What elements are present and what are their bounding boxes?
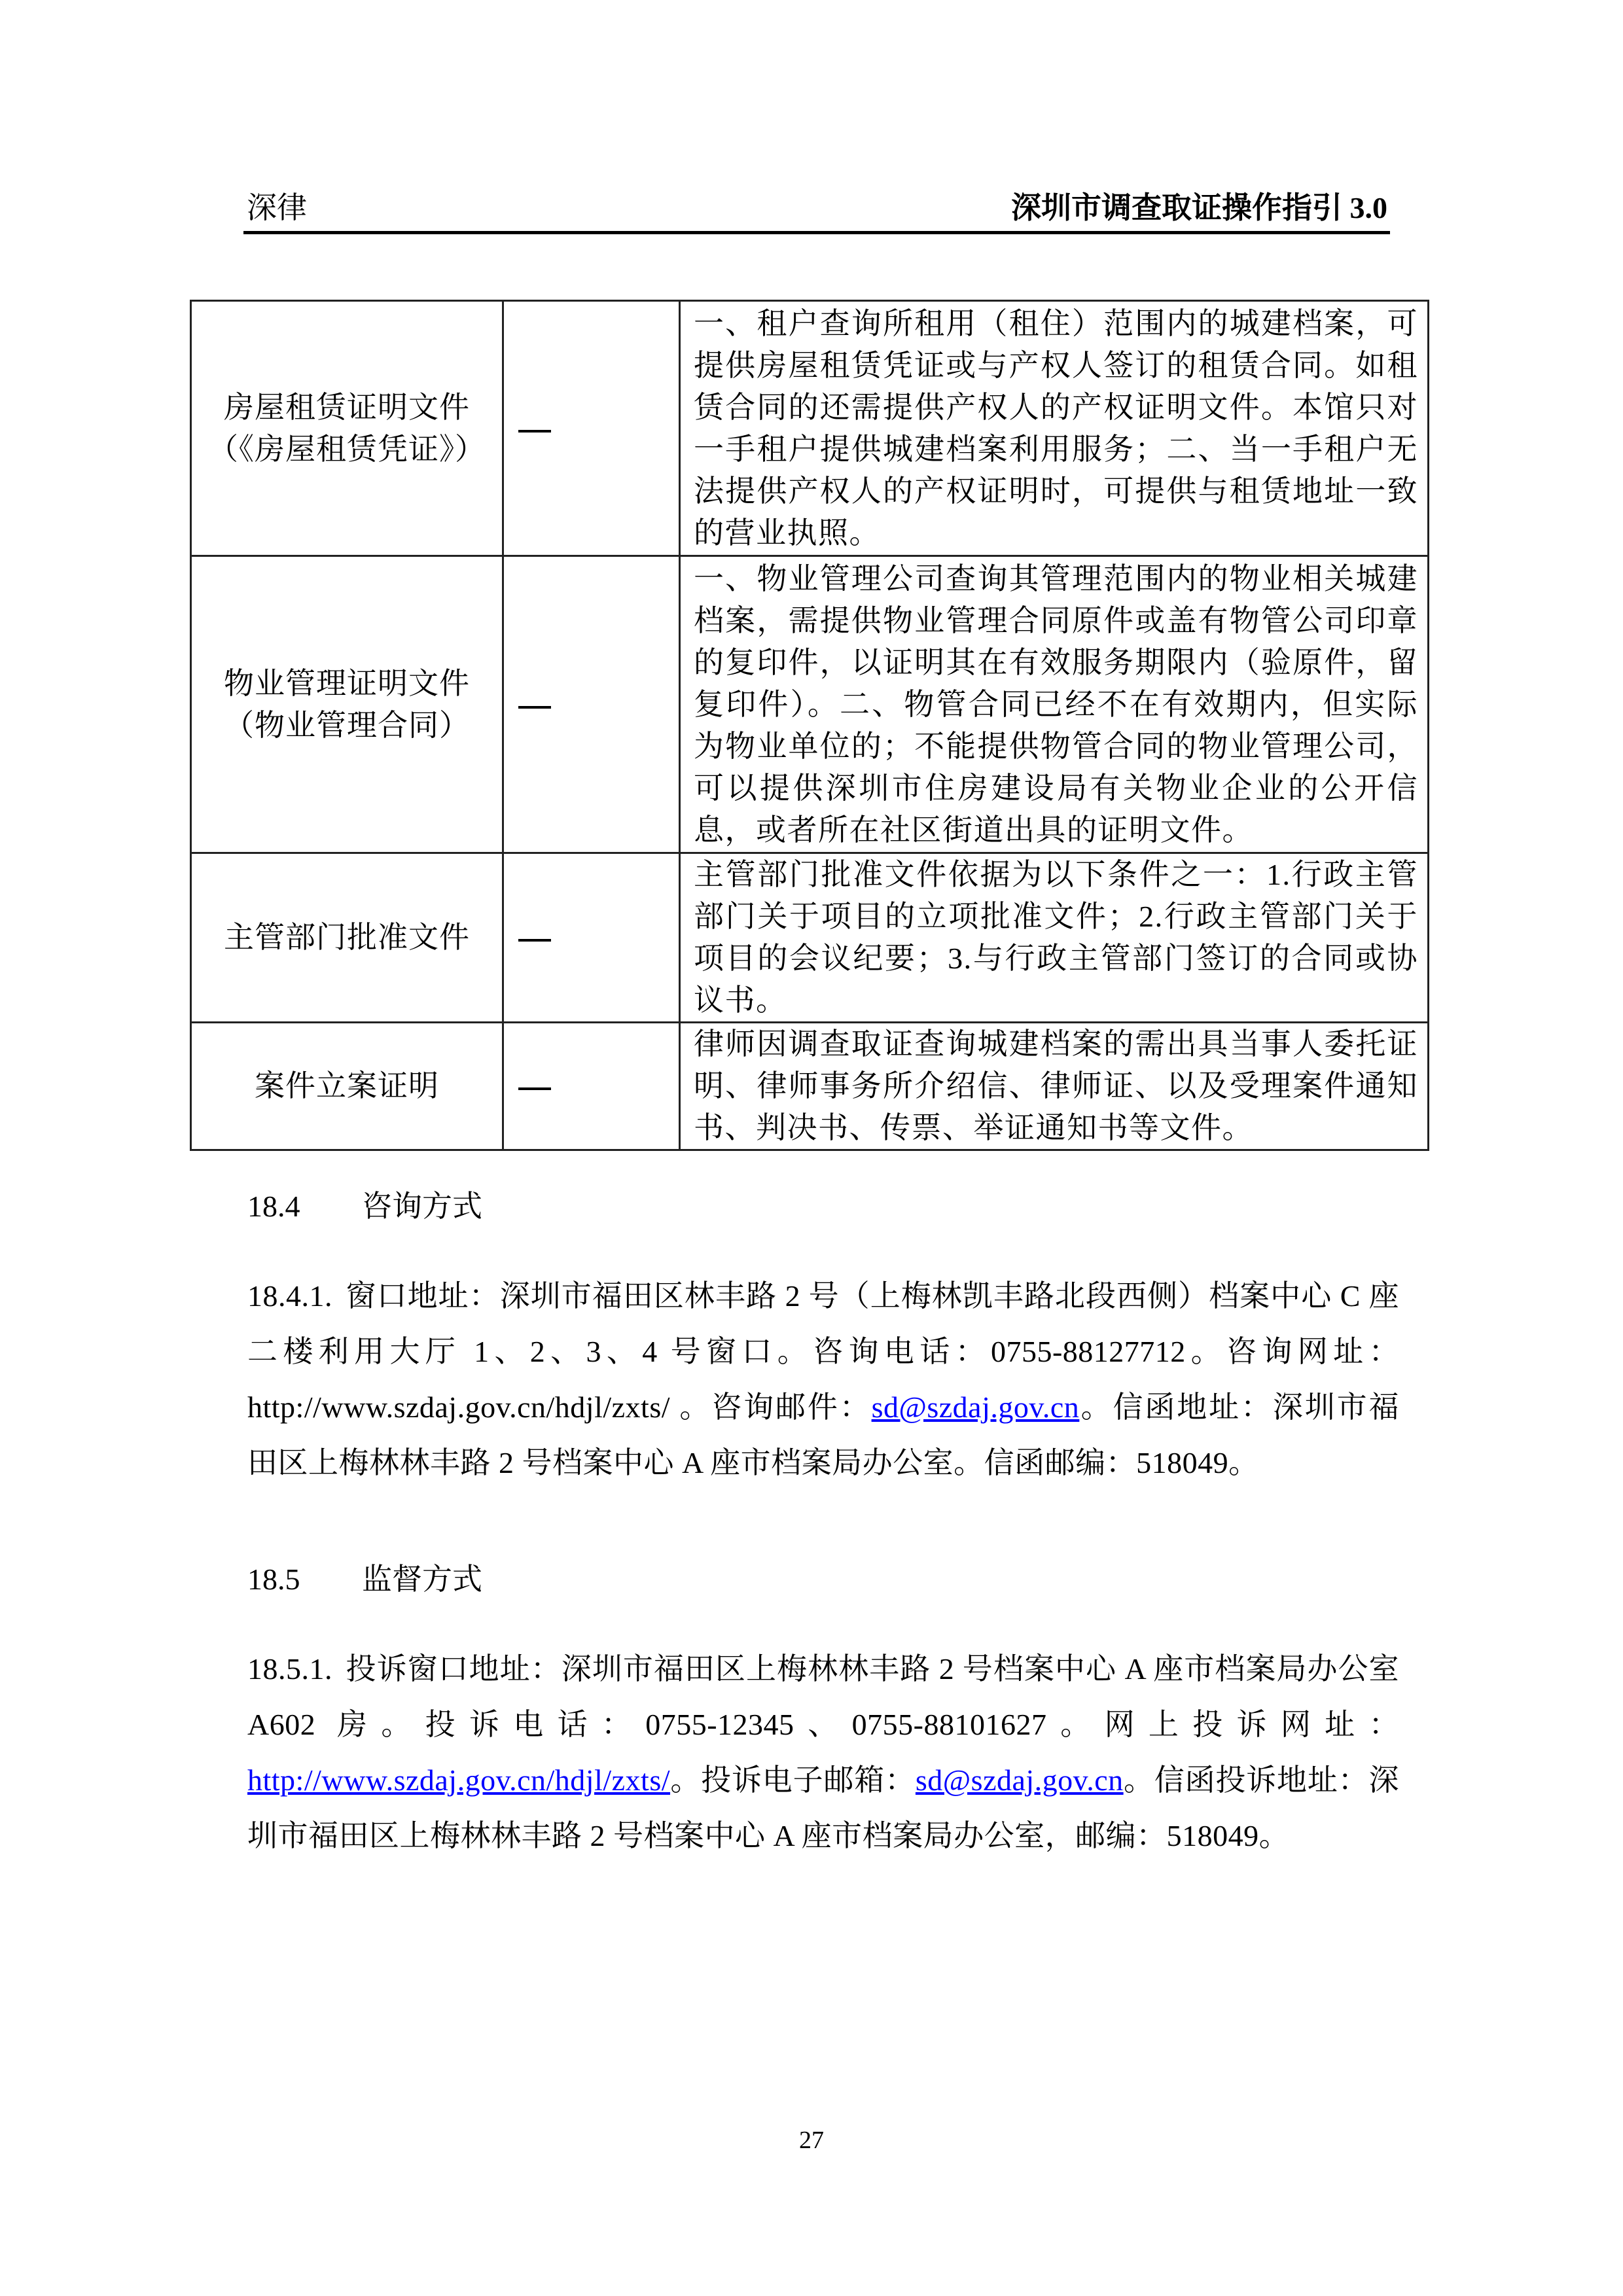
paragraph-18-4-1 [247,1268,1399,1491]
document-name-cell [191,556,503,853]
header-left: 深律 [247,191,307,224]
description-cell: 主管部门批准文件依据为以下条件之一：1.行政主管部门关于项目的立项批准文件；2.行政主管部门关于项目的会议纪要；3.与行政主管部门签订的合同或协议书。 [680,853,1429,1023]
page-number: 27 [799,2127,824,2154]
table-row [191,556,1429,853]
description-cell: 律师因调查取证查询城建档案的需出具当事人委托证明、律师事务所介绍信、律师证、以及受理案件通知书、判决书、传票、举证通知书等文件。 [680,1023,1429,1150]
document-name-line: （物业管理合同） [224,708,470,742]
document-name-cell: 主管部门批准文件 [191,853,503,1023]
paragraph-text: 。信函投诉地址：深圳市福田区上梅林林丰路 2 号档案中心 A 座市档案局办公室，邮编：518049。 [247,1763,1399,1852]
section-heading-18-5 [247,1559,482,1600]
table-row [191,853,1429,1023]
email-link[interactable]: sd@szdaj.gov.cn [871,1390,1080,1424]
document-name-line: （《房屋租赁凭证》） [208,432,486,466]
paragraph-text: 窗口地址：深圳市福田区林丰路 2 号（上梅林凯丰路北段西侧）档案中心 C 座二楼利用大厅 1、2、3、4 号窗口。咨询电话：0755-88127712。咨询网址：http://www.szdaj.gov.cn/hdjl/zxts/ 。咨询邮件： [247,1279,1399,1424]
description-cell: 一、物业管理公司查询其管理范围内的物业相关城建档案，需提供物业管理合同原件或盖有物管公司印章的复印件，以证明其在有效服务期限内（验原件，留复印件）。二、物管合同已经不在有效期内，但实际为物业单位的；不能提供物管合同的物业管理公司，可以提供深圳市住房建设局有关物业企业的公开信息，或者所在社区街道出具的证明文件。 [680,556,1429,853]
dash-mark [518,430,551,433]
section-number: 18.4 [247,1190,300,1223]
paragraph-text: 投诉窗口地址：深圳市福田区上梅林林丰路 2 号档案中心 A 座市档案局办公室 A602 房。投诉电话：0755-12345、0755-88101627。网上投诉网址： [247,1652,1399,1741]
section-title: 咨询方式 [362,1190,482,1223]
paragraph-number: 18.4.1. [247,1279,332,1313]
table-row [191,301,1429,556]
section-title: 监督方式 [362,1563,482,1596]
dash-mark [518,706,551,709]
email-link[interactable]: sd@szdaj.gov.cn [915,1763,1124,1797]
mark-cell [503,853,680,1023]
paragraph-text: 。信函地址：深圳市福田区上梅林林丰路 2 号档案中心 A 座市档案局办公室。信函邮编：518049。 [247,1390,1399,1479]
section-number: 18.5 [247,1563,300,1596]
document-name-cell: 案件立案证明 [191,1023,503,1150]
paragraph-number: 18.5.1. [247,1652,332,1686]
dash-mark [518,939,551,942]
header-title: 深圳市调查取证操作指引 3.0 [1011,191,1387,224]
paragraph-text: 。投诉电子邮箱： [670,1763,916,1797]
document-name-cell [191,301,503,556]
table-row [191,1023,1429,1150]
complaint-url-link[interactable]: http://www.szdaj.gov.cn/hdjl/zxts/ [247,1763,671,1797]
mark-cell [503,556,680,853]
header-rule [243,231,1390,234]
mark-cell [503,1023,680,1150]
document-name-line: 房屋租赁证明文件 [224,390,470,424]
section-heading-18-4 [247,1186,482,1227]
mark-cell [503,301,680,556]
page-header [243,187,1387,232]
description-cell: 一、租户查询所租用（租住）范围内的城建档案，可提供房屋租赁凭证或与产权人签订的租赁合同。如租赁合同的还需提供产权人的产权证明文件。本馆只对一手租户提供城建档案利用服务；二、当一手租户无法提供产权人的产权证明时，可提供与租赁地址一致的营业执照。 [680,301,1429,556]
document-name-line: 物业管理证明文件 [224,666,470,700]
requirements-table [190,300,1429,1151]
dash-mark [518,1087,551,1090]
paragraph-18-5-1 [247,1641,1399,1863]
